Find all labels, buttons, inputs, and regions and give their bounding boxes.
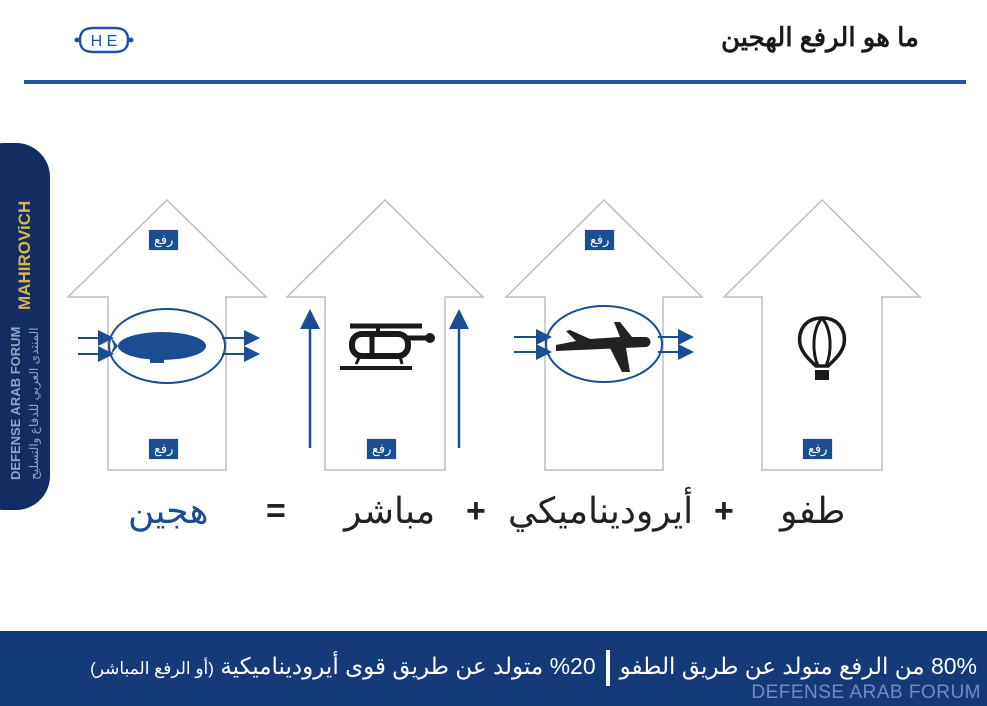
sidebar-forum-en: DEFENSE ARAB FORUM xyxy=(8,326,23,480)
term-hybrid: هجين xyxy=(128,490,209,531)
footer-part-buoyancy: 80% من الرفع متولد عن طريق الطفو xyxy=(619,653,977,680)
lift-label-aero-top: رفع xyxy=(584,229,615,251)
lift-label-hybrid-bottom: رفع xyxy=(148,438,179,460)
term-aero: أيروديناميكي xyxy=(508,490,694,531)
logo-text: H E xyxy=(90,33,118,50)
footer-caption xyxy=(90,650,977,686)
footer-part-aero: 20% متولد عن طريق قوى أيروديناميكية xyxy=(220,653,596,680)
footer-part-direct: (أو الرفع المباشر) xyxy=(90,659,214,679)
term-buoyancy: طفو xyxy=(780,490,846,531)
lift-label-direct-bottom: رفع xyxy=(366,438,397,460)
plus-sign-1: + xyxy=(466,492,486,530)
footer-separator xyxy=(606,650,610,686)
lift-label-buoyancy-bottom: رفع xyxy=(802,438,833,460)
sidebar-brand-text: MAHIROViCH xyxy=(15,200,34,310)
airship-icon xyxy=(109,309,225,383)
plus-sign-2: + xyxy=(714,492,734,530)
lift-label-hybrid-top: رفع xyxy=(148,229,179,251)
term-direct: مباشر xyxy=(344,490,436,531)
sidebar-forum-ar: المنتدى العربي للدفاع والتسليح xyxy=(27,327,41,480)
equals-sign: = xyxy=(266,492,286,530)
airplane-icon xyxy=(546,306,662,382)
page-title: ما هو الرفع الهجين xyxy=(721,22,919,52)
footer-watermark: DEFENSE ARAB FORUM xyxy=(751,682,981,703)
